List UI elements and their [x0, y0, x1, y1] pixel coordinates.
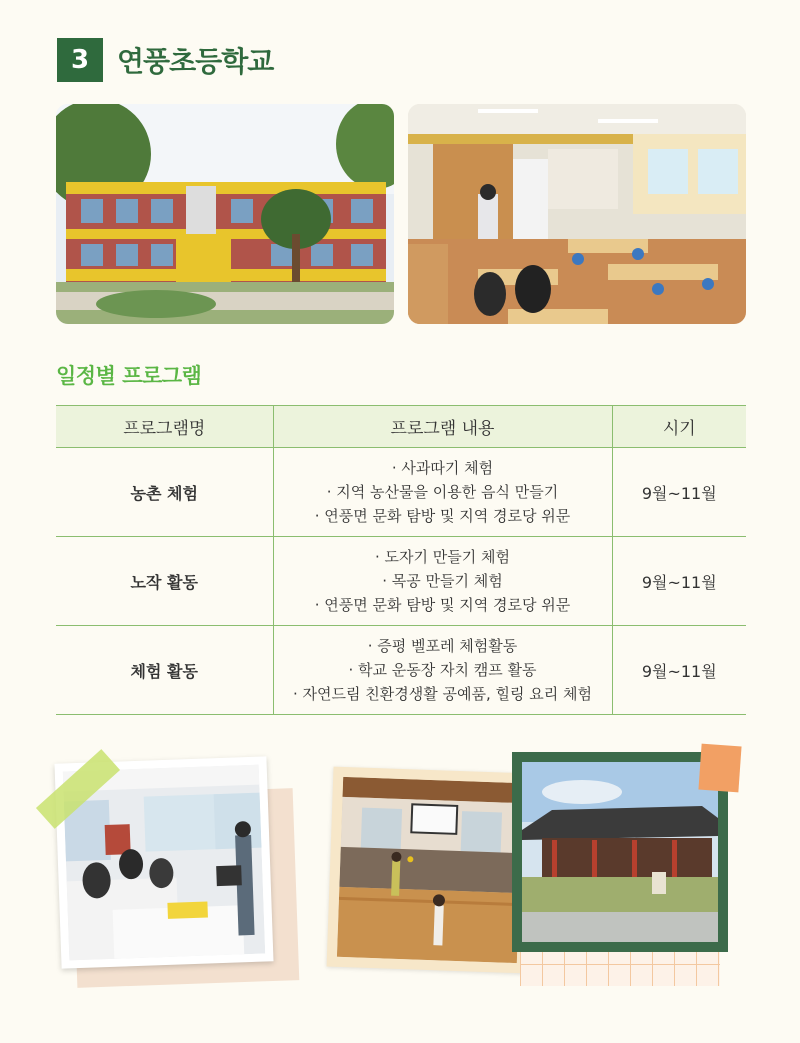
program-content — [273, 626, 612, 715]
content-item: · 지역 농산물을 이용한 음식 만들기 — [326, 483, 559, 501]
content-item: · 연풍면 문화 탐방 및 지역 경로당 위문 — [314, 507, 571, 525]
sticker-decoration — [698, 744, 741, 793]
content-item: · 연풍면 문화 탐방 및 지역 경로당 위문 — [314, 596, 571, 614]
program-content — [273, 537, 612, 626]
program-name: 체험 활동 — [56, 626, 273, 715]
content-item: · 도자기 만들기 체험 — [375, 548, 510, 566]
section-header — [57, 38, 273, 82]
content-item: · 학교 운동장 자치 캠프 활동 — [348, 661, 537, 679]
program-period: 9월~11월 — [612, 448, 746, 537]
school-building-photo — [56, 104, 394, 324]
table-row — [56, 537, 746, 626]
column-header-program-content: 프로그램 내용 — [273, 406, 612, 448]
program-period: 9월~11월 — [612, 537, 746, 626]
content-item: · 증평 벨포레 체험활동 — [367, 637, 518, 655]
program-content — [273, 448, 612, 537]
program-schedule-table — [56, 405, 746, 715]
traditional-building-photo — [512, 752, 728, 952]
content-item: · 자연드림 친환경생활 공예품, 힐링 요리 체험 — [293, 685, 592, 703]
section-title: 일정별 프로그램 — [56, 364, 202, 388]
program-period: 9월~11월 — [612, 626, 746, 715]
section-number-badge: 3 — [57, 38, 103, 82]
content-item: · 사과따기 체험 — [391, 459, 494, 477]
table-row — [56, 626, 746, 715]
content-item: · 목공 만들기 체험 — [382, 572, 503, 590]
column-header-program-name: 프로그램명 — [56, 406, 273, 448]
classroom-photo — [408, 104, 746, 324]
column-header-period: 시기 — [612, 406, 746, 448]
gym-activity-photo — [327, 767, 534, 974]
table-row — [56, 448, 746, 537]
school-title: 연풍초등학교 — [117, 45, 274, 78]
program-name: 노작 활동 — [56, 537, 273, 626]
table-header-row — [56, 406, 746, 448]
program-name: 농촌 체험 — [56, 448, 273, 537]
